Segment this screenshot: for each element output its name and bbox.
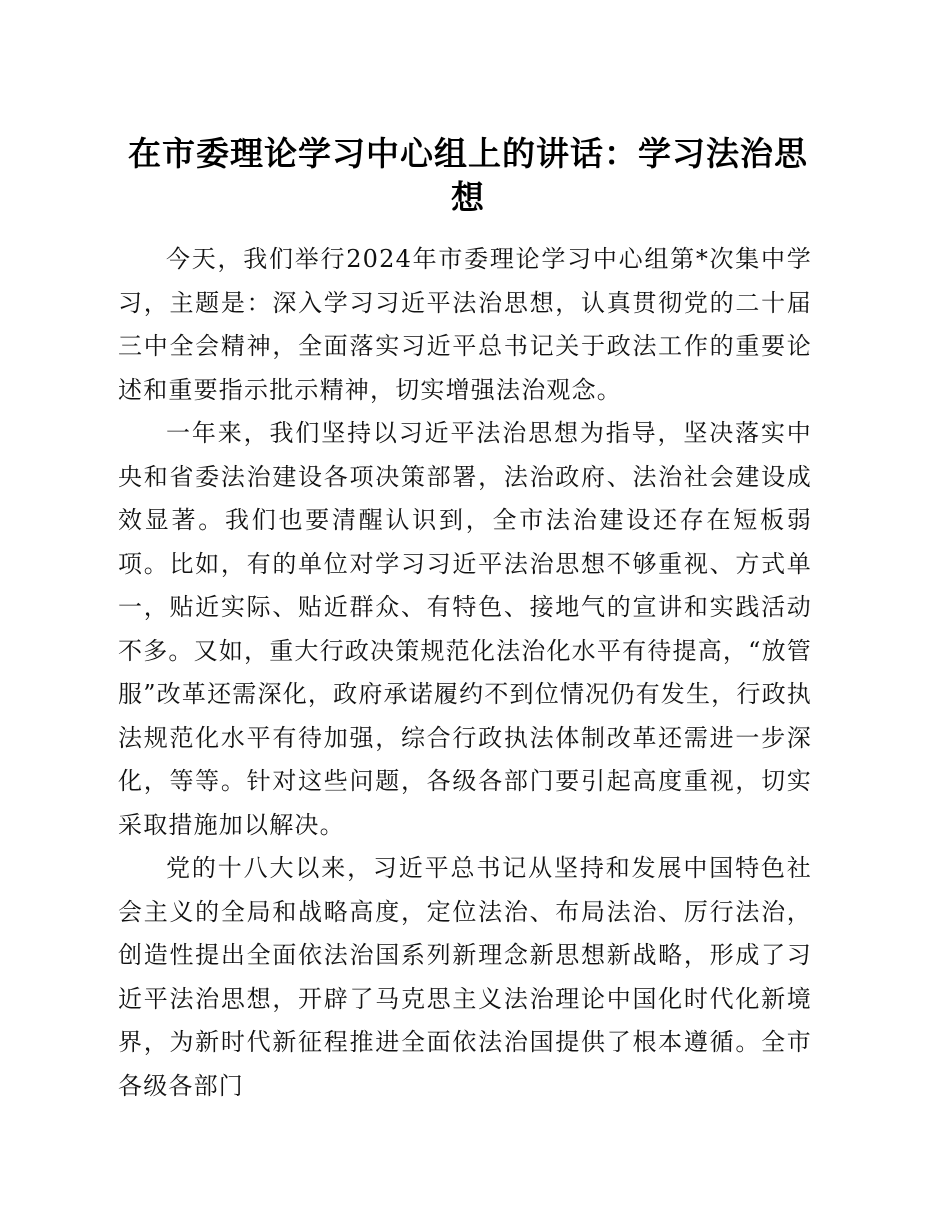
document-body xyxy=(118,238,812,1108)
paragraph-3: 党的十八大以来，习近平总书记从坚持和发展中国特色社会主义的全局和战略高度，定位法治、布局法治、厉行法治，创造性提出全面依法治国系列新理念新思想新战略，形成了习近平法治思想，开辟了马克思主义法治理论中国化时代化新境界，为新时代新征程推进全面依法治国提供了根本遵循。全市各级各部门 xyxy=(118,854,812,1100)
document-title: 在市委理论学习中心组上的讲话：学习法治思想 xyxy=(128,134,808,217)
paragraph-1: 今天，我们举行2024年市委理论学习中心组第*次集中学习，主题是：深入学习习近平法治思想，认真贯彻党的二十届三中全会精神，全面落实习近平总书记关于政法工作的重要论述和重要指示批示精神，切实增强法治观念。 xyxy=(118,245,812,404)
paragraph-2: 一年来，我们坚持以习近平法治思想为指导，坚决落实中央和省委法治建设各项决策部署，法治政府、法治社会建设成效显著。我们也要清醒认识到，全市法治建设还存在短板弱项。比如，有的单位对学习习近平法治思想不够重视、方式单一，贴近实际、贴近群众、有特色、接地气的宣讲和实践活动不多。又如，重大行政决策规范化法治化水平有待提高，“放管服”改革还需深化，政府承诺履约不到位情况仍有发生，行政执法规范化水平有待加强，综合行政执法体制改革还需进一步深化，等等。针对这些问题，各级各部门要引起高度重视，切实采取措施加以解决。 xyxy=(118,419,812,839)
